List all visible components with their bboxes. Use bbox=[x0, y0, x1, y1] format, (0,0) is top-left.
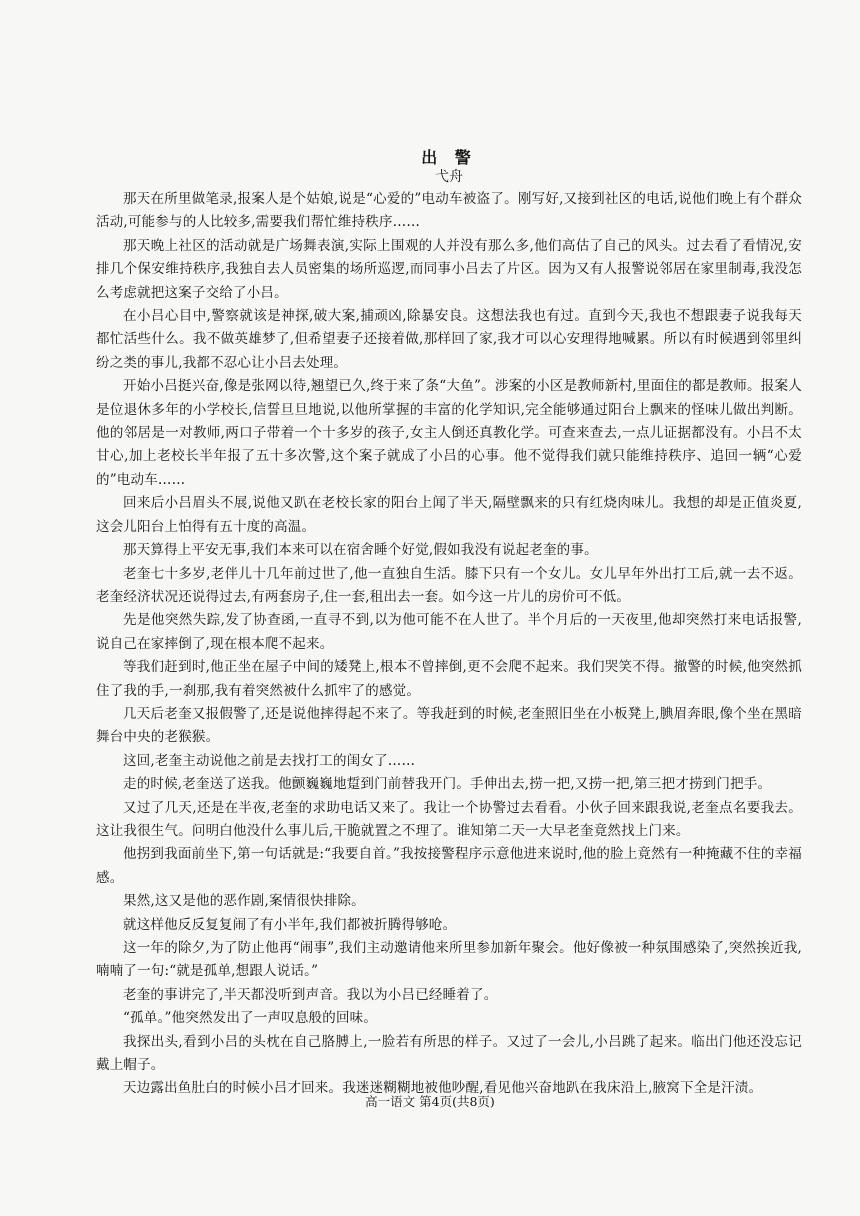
paragraph: “孤单。”他突然发出了一声叹息般的回味。 bbox=[123, 1010, 378, 1027]
paragraph: 在小吕心目中,警察就该是神探,破大案,捕顽凶,除暴安良。这想法我也有过。直到今天,我也不想跟妻子说我每天都忙活些什么。我不做英雄梦了,但希望妻子还接着做,那样回了家,我才可以心安理得地喊累。所以有时候遇到邻里纠纷之类的事儿,我都不忍心让小吕去处理。 bbox=[96, 308, 802, 371]
paragraph: 这一年的除夕,为了防止他再“闹事”,我们主动邀请他来所里参加新年聚会。他好像被一种氛围感染了,突然挨近我,喃喃了一句:“就是孤单,想跟人说话。” bbox=[96, 940, 802, 980]
paragraph: 那天算得上平安无事,我们本来可以在宿舍睡个好觉,假如我没有说起老奎的事。 bbox=[123, 542, 598, 559]
paragraph: 回来后小吕眉头不展,说他又趴在老校长家的阳台上闻了半天,隔壁飘来的只有红烧肉味儿。我想的却是正值炎夏,这会儿阳台上怕得有五十度的高温。 bbox=[96, 495, 802, 535]
paragraph: 开始小吕挺兴奋,像是张网以待,翘望已久,终于来了条“大鱼”。涉案的小区是教师新村,里面住的都是教师。报案人是位退休多年的小学校长,信誓旦旦地说,以他所掌握的丰富的化学知识,完全能够通过阳台上飘来的怪味儿做出判断。他的邻居是一对教师,两口子带着一个十多岁的孩子,女主人倒还真教化学。可查来查去,一点儿证据都没有。小吕不太甘心,加上老校长半年报了五十多次警,这个案子就成了小吕的心事。他不觉得我们就只能维持秩序、追回一辆“心爱的”电动车…… bbox=[96, 378, 802, 488]
passage-title: 出 警 bbox=[421, 148, 477, 167]
paragraph: 走的时候,老奎送了送我。他颤巍巍地踅到门前替我开门。手伸出去,捞一把,又捞一把,第三把才捞到门把手。 bbox=[123, 776, 772, 793]
paragraph: 那天晚上社区的活动就是广场舞表演,实际上围观的人并没有那么多,他们高估了自己的风头。过去看了看情况,安排几个保安维持秩序,我独自去人员密集的场所巡逻,而同事小吕去了片区。因为又有人报警说邻居在家里制毒,我没怎么考虑就把这案子交给了小吕。 bbox=[96, 237, 802, 301]
reading-passage bbox=[96, 148, 802, 1101]
passage-author: 弋舟 bbox=[435, 169, 463, 185]
paragraph: 果然,这又是他的恶作剧,案情很快排除。 bbox=[123, 893, 365, 910]
paragraph: 又过了几天,还是在半夜,老奎的求助电话又来了。我让一个协警过去看看。小伙子回来跟我说,老奎点名要我去。这让我很生气。问明白他没什么事儿后,干脆就置之不理了。谁知第二天一大早老奎竟然找上门来。 bbox=[96, 799, 802, 839]
passage-body bbox=[96, 188, 802, 1101]
paragraph: 那天在所里做笔录,报案人是个姑娘,说是“心爱的”电动车被盗了。刚写好,又接到社区的电话,说他们晚上有个群众活动,可能参与的人比较多,需要我们帮忙维持秩序…… bbox=[96, 191, 802, 231]
page-footer: 高一语文 第4页(共8页) bbox=[365, 1094, 495, 1109]
paragraph: 天边露出鱼肚白的时候小吕才回来。我迷迷糊糊地被他吵醒,看见他兴奋地趴在我床沿上,腋窝下全是汗渍。 bbox=[123, 1080, 763, 1097]
paragraph: 他拐到我面前坐下,第一句话就是:“我要自首。”我按接警程序示意他进来说时,他的脸上竟然有一种掩藏不住的幸福感。 bbox=[96, 846, 802, 886]
paragraph: 先是他突然失踪,发了协查函,一直寻不到,以为他可能不在人世了。半个月后的一天夜里,他却突然打来电话报警,说自己在家摔倒了,现在根本爬不起来。 bbox=[96, 612, 802, 652]
paragraph: 几天后老奎又报假警了,还是说他摔得起不来了。等我赶到的时候,老奎照旧坐在小板凳上,腆眉奔眼,像个坐在黑暗舞台中央的老猴猴。 bbox=[96, 705, 802, 746]
paragraph: 等我们赶到时,他正坐在屋子中间的矮凳上,根本不曾摔倒,更不会爬不起来。我们哭笑不得。撤警的时候,他突然抓住了我的手,一刹那,我有着突然被什么抓牢了的感觉。 bbox=[96, 659, 802, 699]
paragraph: 就这样他反反复复闹了有小半年,我们都被折腾得够呛。 bbox=[123, 916, 457, 933]
paragraph: 老奎的事讲完了,半天都没听到声音。我以为小吕已经睡着了。 bbox=[123, 986, 498, 1003]
paragraph: 我探出头,看到小吕的头枕在自己胳膊上,一脸若有所思的样子。又过了一会儿,小吕跳了起来。临出门他还没忘记戴上帽子。 bbox=[96, 1033, 802, 1074]
paragraph: 老奎七十多岁,老伴儿十几年前过世了,他一直独自生活。膝下只有一个女儿。女儿早年外出打工后,就一去不返。老奎经济状况还说得过去,有两套房子,住一套,租出去一套。如今这一片儿的房价可不低。 bbox=[96, 565, 802, 605]
paragraph: 这回,老奎主动说他之前是去找打工的闺女了…… bbox=[123, 752, 416, 769]
